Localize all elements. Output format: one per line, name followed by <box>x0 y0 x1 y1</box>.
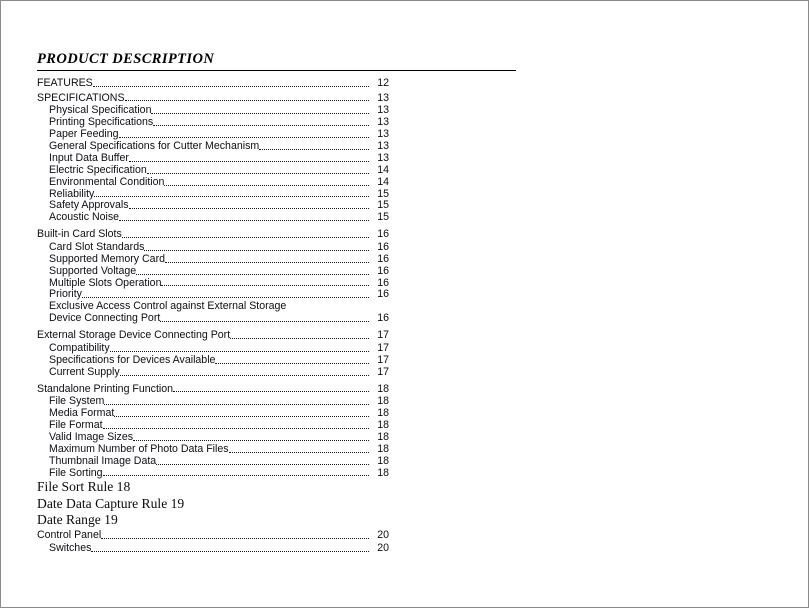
toc-entry-label: External Storage Device Connecting Port <box>37 329 231 342</box>
toc-entry[interactable] <box>37 528 389 543</box>
toc-page-number: 15 <box>377 187 389 200</box>
toc-entry-label: Control Panel <box>37 529 102 542</box>
toc-entry-label: Switches <box>49 541 92 554</box>
toc-entry-label: Exclusive Access Control against External Storage <box>49 300 287 313</box>
toc-entry-label: Environmental Condition <box>49 175 165 188</box>
toc-entry-label: Valid Image Sizes <box>49 430 134 443</box>
toc-entry[interactable] <box>37 444 389 456</box>
toc-page-number: 18 <box>377 454 389 467</box>
toc-page-number: 18 <box>377 442 389 455</box>
toc-page-number: 13 <box>377 151 389 164</box>
toc-page-number: 13 <box>377 128 389 140</box>
toc-entry[interactable] <box>37 177 389 189</box>
title-divider <box>37 70 516 71</box>
toc-dot-leader <box>165 255 369 266</box>
toc-page-number: 17 <box>377 341 389 354</box>
toc-entry-label: General Specifications for Cutter Mechanism <box>49 139 260 152</box>
toc-entry-label: Input Data Buffer <box>49 151 129 164</box>
toc-entry-label: Supported Voltage <box>49 264 137 277</box>
toc-page-number: 17 <box>377 365 389 378</box>
toc-page-number: 13 <box>377 139 389 152</box>
toc-entry-label: Thumbnail Image Data <box>49 454 157 467</box>
toc-dot-leader <box>103 468 369 479</box>
toc-dot-leader <box>136 267 369 278</box>
toc-entry-label: Standalone Printing Function <box>37 382 174 395</box>
toc-page-number: 16 <box>377 276 389 289</box>
toc-page-number: 15 <box>377 199 389 212</box>
toc-entry-label: Supported Memory Card <box>49 252 165 265</box>
toc-dot-leader <box>151 106 369 117</box>
toc-entry[interactable] <box>37 382 389 397</box>
toc-entry[interactable] <box>37 543 389 555</box>
toc-entry[interactable] <box>37 153 389 165</box>
toc-entry[interactable] <box>37 278 389 290</box>
toc-entry-label: Safety Approvals <box>49 199 129 212</box>
toc-entry[interactable] <box>37 289 389 301</box>
plain-entry[interactable]: File Sort Rule 18 <box>37 479 131 495</box>
toc-entry[interactable] <box>37 355 389 367</box>
toc-dot-leader <box>259 142 369 153</box>
toc-page-number: 12 <box>377 77 389 89</box>
toc-entry[interactable] <box>37 91 389 106</box>
toc-entry-label: Card Slot Standards <box>49 240 145 253</box>
toc-entry-label: File Format <box>49 418 103 431</box>
plain-entry[interactable]: Date Data Capture Rule 19 <box>37 495 185 511</box>
toc-dot-leader <box>173 383 369 396</box>
table-of-contents-trailing <box>37 528 389 555</box>
toc-page-number: 20 <box>377 541 389 554</box>
toc-entry[interactable] <box>37 468 389 480</box>
toc-dot-leader <box>82 290 369 301</box>
toc-page-number: 18 <box>377 418 389 431</box>
toc-dot-leader <box>229 445 369 456</box>
toc-entry-label: Compatibility <box>49 341 110 354</box>
toc-dot-leader <box>153 118 369 129</box>
toc-dot-leader <box>93 78 369 91</box>
toc-dot-leader <box>147 166 369 177</box>
toc-page-number: 16 <box>377 264 389 277</box>
toc-page-number: 18 <box>377 407 389 419</box>
toc-entry-label: File Sorting <box>49 466 103 479</box>
plain-entry-list <box>37 479 777 528</box>
toc-dot-leader <box>161 278 369 289</box>
toc-entry-label: File System <box>49 395 105 408</box>
toc-dot-leader <box>230 330 369 343</box>
toc-entry[interactable] <box>37 227 389 242</box>
toc-page-number: 13 <box>377 104 389 117</box>
toc-entry[interactable] <box>37 76 389 91</box>
toc-dot-leader <box>133 433 369 444</box>
toc-page-number: 18 <box>377 430 389 443</box>
toc-entry-label: Built-in Card Slots <box>37 228 122 241</box>
toc-entry[interactable] <box>37 242 389 254</box>
toc-page-number: 16 <box>377 240 389 253</box>
toc-dot-leader <box>94 189 369 200</box>
toc-dot-leader <box>156 457 369 468</box>
toc-dot-leader <box>104 397 369 408</box>
toc-dot-leader <box>103 421 369 432</box>
toc-entry[interactable] <box>37 328 389 343</box>
toc-entry[interactable] <box>37 212 389 224</box>
toc-entry[interactable] <box>37 432 389 444</box>
toc-page-number: 18 <box>377 466 389 479</box>
toc-page-number: 18 <box>377 382 389 395</box>
page-title: PRODUCT DESCRIPTION <box>37 51 215 67</box>
toc-entry[interactable] <box>37 343 389 355</box>
toc-dot-leader <box>120 368 369 379</box>
toc-entry-label: Specifications for Devices Available <box>49 353 216 366</box>
toc-entry-label: Current Supply <box>49 365 120 378</box>
toc-dot-leader <box>122 229 369 242</box>
toc-dot-leader <box>215 356 369 367</box>
toc-entry-label: Reliability <box>49 187 95 200</box>
toc-entry-label: Priority <box>49 288 82 301</box>
toc-entry[interactable] <box>37 367 389 379</box>
toc-page-number: 13 <box>377 116 389 129</box>
toc-dot-leader <box>114 409 369 420</box>
toc-entry[interactable] <box>37 456 389 468</box>
toc-page-number: 14 <box>377 163 389 176</box>
toc-dot-leader <box>101 530 369 543</box>
toc-entry-label: Device Connecting Port <box>49 312 161 325</box>
toc-page-number: 16 <box>377 252 389 265</box>
toc-page-number: 20 <box>377 529 389 542</box>
toc-page-number: 14 <box>377 175 389 188</box>
toc-dot-leader <box>129 201 370 212</box>
toc-entry[interactable] <box>37 313 389 325</box>
toc-entry-label: Paper Feeding <box>49 128 119 140</box>
toc-entry-label: Media Format <box>49 407 115 419</box>
toc-dot-leader <box>286 302 369 313</box>
toc-page-number: 17 <box>377 329 389 342</box>
toc-entry[interactable] <box>37 254 389 266</box>
toc-dot-leader <box>91 544 369 555</box>
toc-dot-leader <box>160 314 369 325</box>
plain-entry[interactable]: Date Range 19 <box>37 511 118 527</box>
toc-page-number: 16 <box>377 312 389 325</box>
toc-entry[interactable] <box>37 165 389 177</box>
toc-dot-leader <box>164 178 369 189</box>
document-content <box>37 51 777 555</box>
toc-entry[interactable] <box>37 266 389 278</box>
toc-dot-leader <box>119 130 370 141</box>
toc-entry-label: Acoustic Noise <box>49 211 120 224</box>
toc-page-number: 16 <box>377 288 389 301</box>
toc-dot-leader <box>144 243 369 254</box>
toc-entry-label: FEATURES <box>37 77 93 89</box>
toc-entry-label: Electric Specification <box>49 163 147 176</box>
toc-entry-label: Maximum Number of Photo Data Files <box>49 442 229 455</box>
toc-entry-label: SPECIFICATIONS <box>37 91 125 104</box>
toc-page-number: 17 <box>377 353 389 366</box>
toc-page-number: 13 <box>377 91 389 104</box>
toc-page-number: 15 <box>377 211 389 224</box>
toc-entry-label: Physical Specification <box>49 104 152 117</box>
toc-page-number: 16 <box>377 228 389 241</box>
toc-entry-label: Multiple Slots Operation <box>49 276 162 289</box>
toc-dot-leader <box>129 154 369 165</box>
toc-dot-leader <box>119 213 369 224</box>
toc-entry-label: Printing Specifications <box>49 116 154 129</box>
toc-page-number: 18 <box>377 395 389 408</box>
toc-dot-leader <box>110 344 369 355</box>
toc-dot-leader <box>125 92 369 105</box>
table-of-contents <box>37 76 389 479</box>
